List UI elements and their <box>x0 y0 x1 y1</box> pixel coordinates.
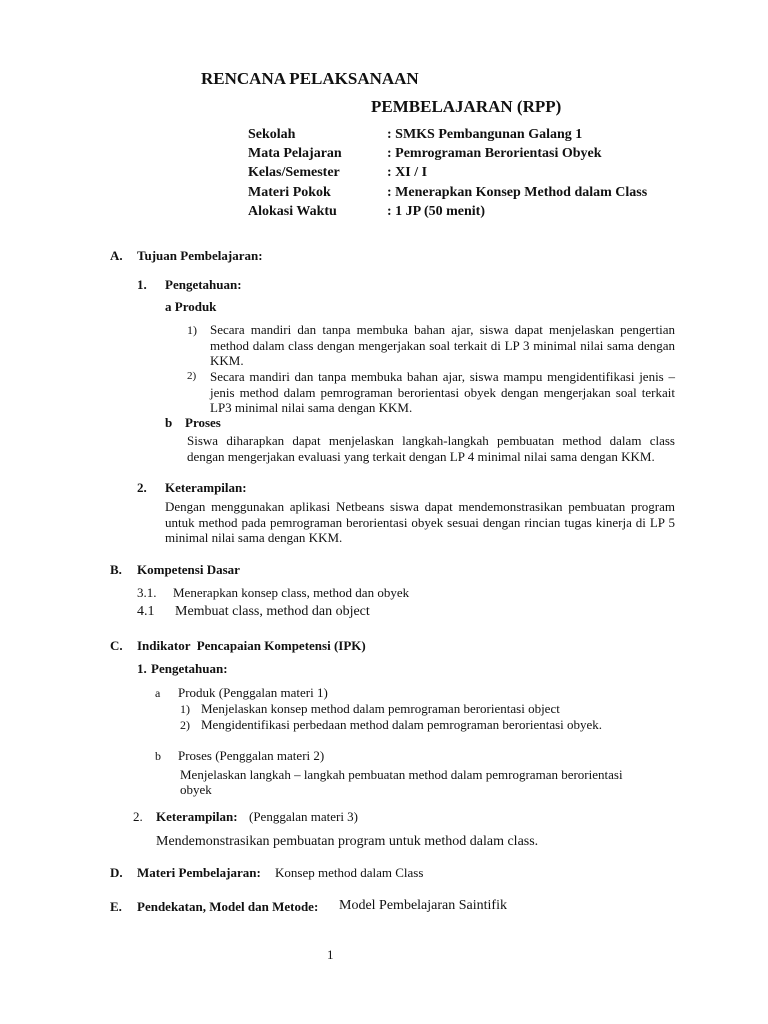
section-text: Konsep method dalam Class <box>275 865 424 880</box>
identity-value: : XI / I <box>387 165 428 180</box>
identity-value: : Menerapkan Konsep Method dalam Class <box>387 185 648 200</box>
proses-letter: b <box>165 415 173 430</box>
title-line-2: PEMBELAJARAN (RPP) <box>371 97 562 116</box>
list-item-text: Secara mandiri dan tanpa membuka bahan ajar, siswa dapat menjelaskan pengertian method dalam class dengan mengerjakan soal terkait di LP 3 minimal nilai sama dengan KKM. <box>210 322 675 368</box>
kd-number: 4.1 <box>137 604 155 619</box>
indicator-number: 1) <box>180 702 190 716</box>
section-title: Materi Pembelajaran: <box>137 865 261 880</box>
section-letter: A. <box>110 248 123 263</box>
identity-value: : Pemrograman Berorientasi Obyek <box>387 146 602 161</box>
section-title: Indikator Pencapaian Kompetensi (IPK) <box>137 638 366 653</box>
kd-text: Membuat class, method dan object <box>175 604 370 619</box>
section-text: Model Pembelajaran Saintifik <box>339 898 507 913</box>
section-letter: E. <box>110 899 122 914</box>
kd-text: Menerapkan konsep class, method dan obyek <box>173 585 410 600</box>
indicator-text: Menjelaskan konsep method dalam pemrograman berorientasi object <box>201 701 560 716</box>
title-line-1: RENCANA PELAKSANAAN <box>201 69 419 88</box>
identity-label: Alokasi Waktu <box>248 204 337 219</box>
proses-text: Proses (Penggalan materi 2) <box>178 748 325 763</box>
identity-label: Mata Pelajaran <box>248 146 342 161</box>
section-letter: C. <box>110 638 123 653</box>
subsection-title: Pengetahuan: <box>151 661 228 676</box>
section-title: Tujuan Pembelajaran: <box>137 248 263 263</box>
subsection-title: Pengetahuan: <box>165 277 242 292</box>
section-title: Pendekatan, Model dan Metode: <box>137 899 319 914</box>
subsection-number: 2. <box>137 480 147 495</box>
subsection-number: 2. <box>133 809 143 824</box>
page-number: 1 <box>327 947 334 962</box>
identity-value: : 1 JP (50 menit) <box>387 204 485 219</box>
proses-title: Proses <box>185 415 221 430</box>
proses-detail: Menjelaskan langkah – langkah pembuatan method dalam pemrograman berorientasi <box>180 767 623 782</box>
subsection-title: Keterampilan: <box>156 809 238 824</box>
list-item-text: Secara mandiri dan tanpa membuka bahan ajar, siswa mampu mengidentifikasi jenis – jenis method dalam pemrograman berorientasi obyek dengan mengerjakan soal terkait LP3 minimal nilai sama dengan KKM. <box>210 369 675 415</box>
indicator-text: Mengidentifikasi perbedaan method dalam pemrograman berorientasi obyek. <box>201 717 603 732</box>
kd-number: 3.1. <box>137 585 157 600</box>
produk-label: a Produk <box>165 299 217 314</box>
keterampilan-text: Mendemonstrasikan pembuatan program untuk method dalam class. <box>156 834 539 849</box>
identity-value: : SMKS Pembangunan Galang 1 <box>387 127 583 142</box>
produk-letter: a <box>155 686 161 700</box>
section-title: Kompetensi Dasar <box>137 562 240 577</box>
subsection-number: 1. <box>137 277 147 292</box>
keterampilan-note: (Penggalan materi 3) <box>249 809 359 824</box>
proses-letter: b <box>155 749 161 763</box>
section-letter: B. <box>110 562 122 577</box>
section-letter: D. <box>110 865 123 880</box>
keterampilan-text: Dengan menggunakan aplikasi Netbeans siswa dapat mendemonstrasikan pembuatan program untuk method pada pemrograman berorientasi obyek sesuai dengan rincian tugas kinerja di LP 5 minimal nilai sama dengan KKM. <box>165 499 675 545</box>
proses-detail: obyek <box>180 782 212 797</box>
list-item-number: 2) <box>187 370 197 382</box>
identity-label: Materi Pokok <box>248 185 331 200</box>
produk-text: Produk (Penggalan materi 1) <box>178 685 328 700</box>
list-item-number: 1) <box>187 323 197 337</box>
identity-label: Kelas/Semester <box>248 165 340 180</box>
indicator-number: 2) <box>180 718 190 732</box>
proses-text: Siswa diharapkan dapat menjelaskan langkah-langkah pembuatan method dalam class dengan mengerjakan evaluasi yang terkait dengan LP 4 minimal nilai sama dengan KKM. <box>187 433 675 464</box>
subsection-title: Keterampilan: <box>165 480 247 495</box>
subsection-number: 1. <box>137 661 147 676</box>
identity-label: Sekolah <box>248 127 296 142</box>
